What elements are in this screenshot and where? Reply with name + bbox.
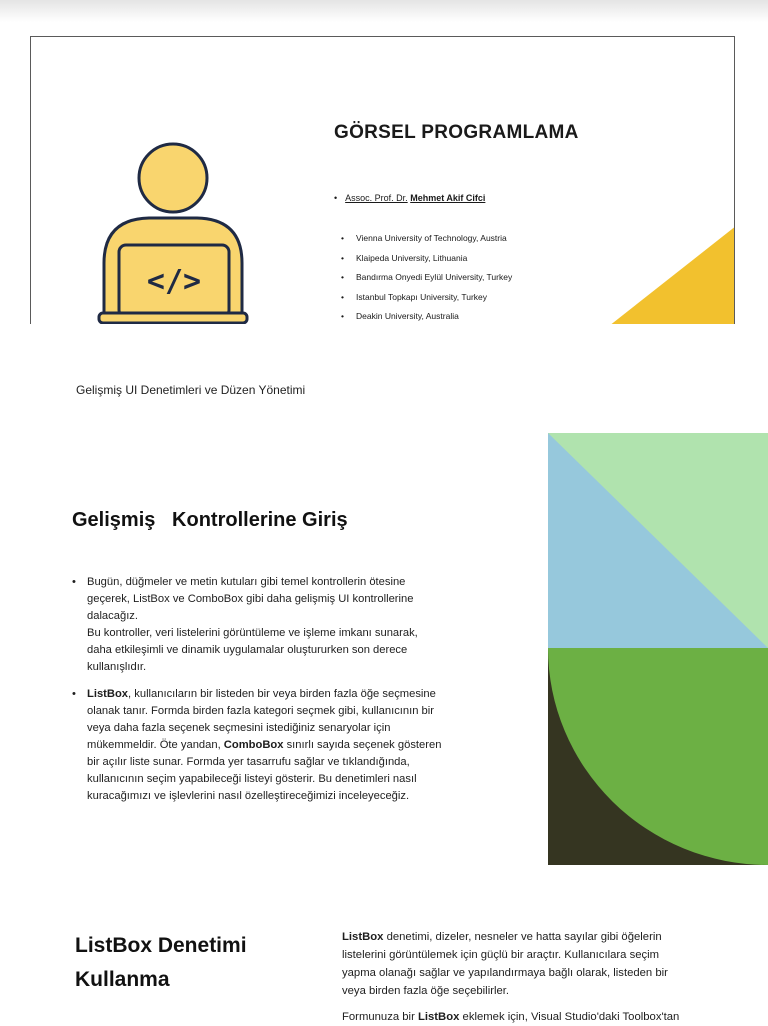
bullet-paragraph — [72, 686, 477, 805]
term-listbox: ListBox — [87, 688, 129, 700]
text-fragment: mükemmeldir. Öte yandan, — [87, 739, 224, 751]
university-item: • Bandırma Onyedi Eylül University, Turkey — [339, 271, 512, 291]
section-title-intro: Gelişmiş Kontrollerine Giriş — [72, 509, 348, 531]
text-line — [342, 928, 742, 946]
paragraph — [342, 928, 742, 1000]
term-listbox: ListBox — [417, 1011, 460, 1023]
bullet-paragraph — [72, 574, 477, 676]
university-item: • Klaipeda University, Lithuania — [339, 252, 512, 272]
text-line: olanak tanır. Formda birden fazla kategori seçmek gibi, kullanıcının bir — [87, 705, 434, 717]
text-line: geçerek, ListBox ve ComboBox gibi daha gelişmiş UI kontrollerine — [87, 593, 414, 605]
text-fragment: eklemek için, Visual Studio'daki Toolbox'tan — [459, 1011, 680, 1023]
university-list — [339, 232, 512, 324]
university-item: • Istanbul Topkapı University, Turkey — [339, 291, 512, 311]
text-line: listelerini görüntülemek için güçlü bir araçtır. Kullanıcılara seçim — [342, 949, 660, 961]
text-fragment: Formunuza bir — [342, 1011, 418, 1023]
person-head — [139, 144, 207, 212]
text-line: kuracağımızı ve işlevlerini nasıl özelleştireceğimizi inceleyeceğiz. — [87, 790, 410, 802]
text-line: • Bugün, düğmeler ve metin kutuları gibi temel kontrollerin ötesine — [87, 576, 406, 588]
title-line: Kullanma — [75, 968, 170, 991]
author-line: • Assoc. Prof. Dr. Mehmet Akif Cifci — [334, 193, 486, 203]
paragraph — [342, 1008, 742, 1026]
title-line: ListBox Denetimi — [75, 934, 247, 957]
top-shadow — [0, 0, 768, 22]
developer-laptop-icon — [97, 133, 249, 324]
author-prefix: Assoc. Prof. Dr. — [345, 193, 408, 203]
intro-body — [72, 574, 477, 805]
geometric-art-decoration — [548, 433, 768, 865]
term-combobox: ComboBox — [223, 739, 284, 751]
text-line — [342, 1008, 742, 1026]
university-item: • Deakin University, Australia — [339, 310, 512, 324]
text-line — [87, 737, 477, 754]
text-line — [87, 686, 477, 703]
text-line: bir açılır liste sunar. Formda yer tasarrufu sağlar ve tıklandığında, — [87, 756, 410, 768]
term-listbox: ListBox — [342, 931, 384, 943]
text-line: Bu kontroller, veri listelerini görüntüleme ve işleme imkanı sunarak, — [87, 627, 418, 639]
laptop-base — [99, 313, 247, 323]
text-line: kullanıcının seçim yapabileceği listeyi gösterir. Bu denetimleri nasıl — [87, 773, 417, 785]
presentation-title: GÖRSEL PROGRAMLAMA — [334, 122, 579, 143]
title-slide — [30, 36, 735, 324]
text-line: veya birden fazla öğe seçebilirler. — [342, 985, 510, 997]
author-name: Mehmet Akif Cifci — [410, 193, 486, 203]
text-fragment: sınırlı sayıda seçenek gösteren — [283, 739, 442, 751]
listbox-body — [342, 928, 742, 1026]
university-item: • Vienna University of Technology, Austria — [339, 232, 512, 252]
text-fragment: , kullanıcıların bir listeden bir veya birden fazla öğe seçmesine — [128, 688, 436, 700]
section-title-listbox — [75, 929, 247, 997]
text-line: kullanışlıdır. — [87, 661, 147, 673]
text-line: daha etkileşimli ve dinamik uygulamalar oluştururken son derece — [87, 644, 408, 656]
page-subtitle: Gelişmiş UI Denetimleri ve Düzen Yönetimi — [76, 383, 306, 397]
text-line: yapma olanağı sağlar ve yapılandırmaya bağlı olarak, listeden bir — [342, 967, 668, 979]
text-fragment: denetimi, dizeler, nesneler ve hatta sayılar gibi öğelerin — [383, 931, 662, 943]
text-line: dalacağız. — [87, 610, 138, 622]
yellow-triangle-decoration — [609, 211, 735, 324]
code-symbol: </> — [146, 264, 202, 299]
text-line: veya daha fazla seçenek seçmesini istediğiniz senaryolar için — [87, 722, 391, 734]
